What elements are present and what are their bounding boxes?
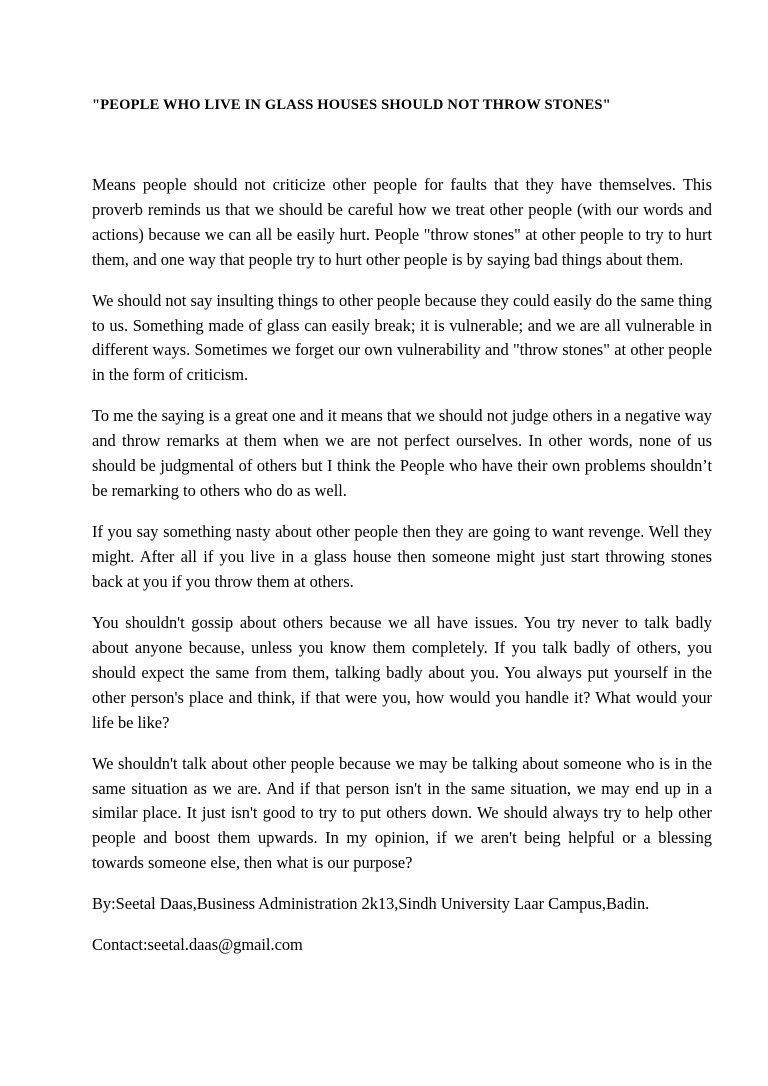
contact-line: Contact:seetal.daas@gmail.com (92, 935, 303, 955)
document-body (92, 173, 712, 958)
author-byline: By:Seetal Daas,Business Administration 2k13,Sindh University Laar Campus,Badin. (92, 894, 650, 914)
paragraph-4: If you say something nasty about other people then they are going to want revenge. Well they might. After all if you live in a glass house then someone might just start throwing stones back at you if you throw them at others. (92, 522, 712, 591)
paragraph-2: We should not say insulting things to other people because they could easily do the same thing to us. Something made of glass can easily break; it is vulnerable; and we are all vulnerable in different ways. Sometimes we forget our own vulnerability and "throw stones" at other people in the form of criticism. (92, 290, 712, 385)
page-title: "PEOPLE WHO LIVE IN GLASS HOUSES SHOULD NOT THROW STONES" (92, 97, 611, 113)
paragraph-5: You shouldn't gossip about others because we all have issues. You try never to talk badly about anyone because, unless you know them completely. If you talk badly of others, you should expect the same from them, talking badly about you. You always put yourself in the other person's place and think, if that were you, how would you handle it? What would your life be like? (92, 612, 712, 732)
paragraph-1: Means people should not criticize other people for faults that they have themselves. This proverb reminds us that we should be careful how we treat other people (with our words and actions) because we can all be easily hurt. People "throw stones" at other people to try to hurt them, and one way that people try to hurt other people is by saying bad things about them. (92, 174, 712, 269)
paragraph-6: We shouldn't talk about other people because we may be talking about someone who is in the same situation as we are. And if that person isn't in the same situation, we may end up in a similar place. It just isn't good to try to put others down. We should always try to help other people and boost them upwards. In my opinion, if we aren't being helpful or a blessing towards someone else, then what is our purpose? (92, 753, 712, 873)
paragraph-3: To me the saying is a great one and it means that we should not judge others in a negative way and throw remarks at them when we are not perfect ourselves. In other words, none of us should be judgmental of others but I think the People who have their own problems shouldn’t be remarking to others who do as well. (92, 406, 712, 501)
